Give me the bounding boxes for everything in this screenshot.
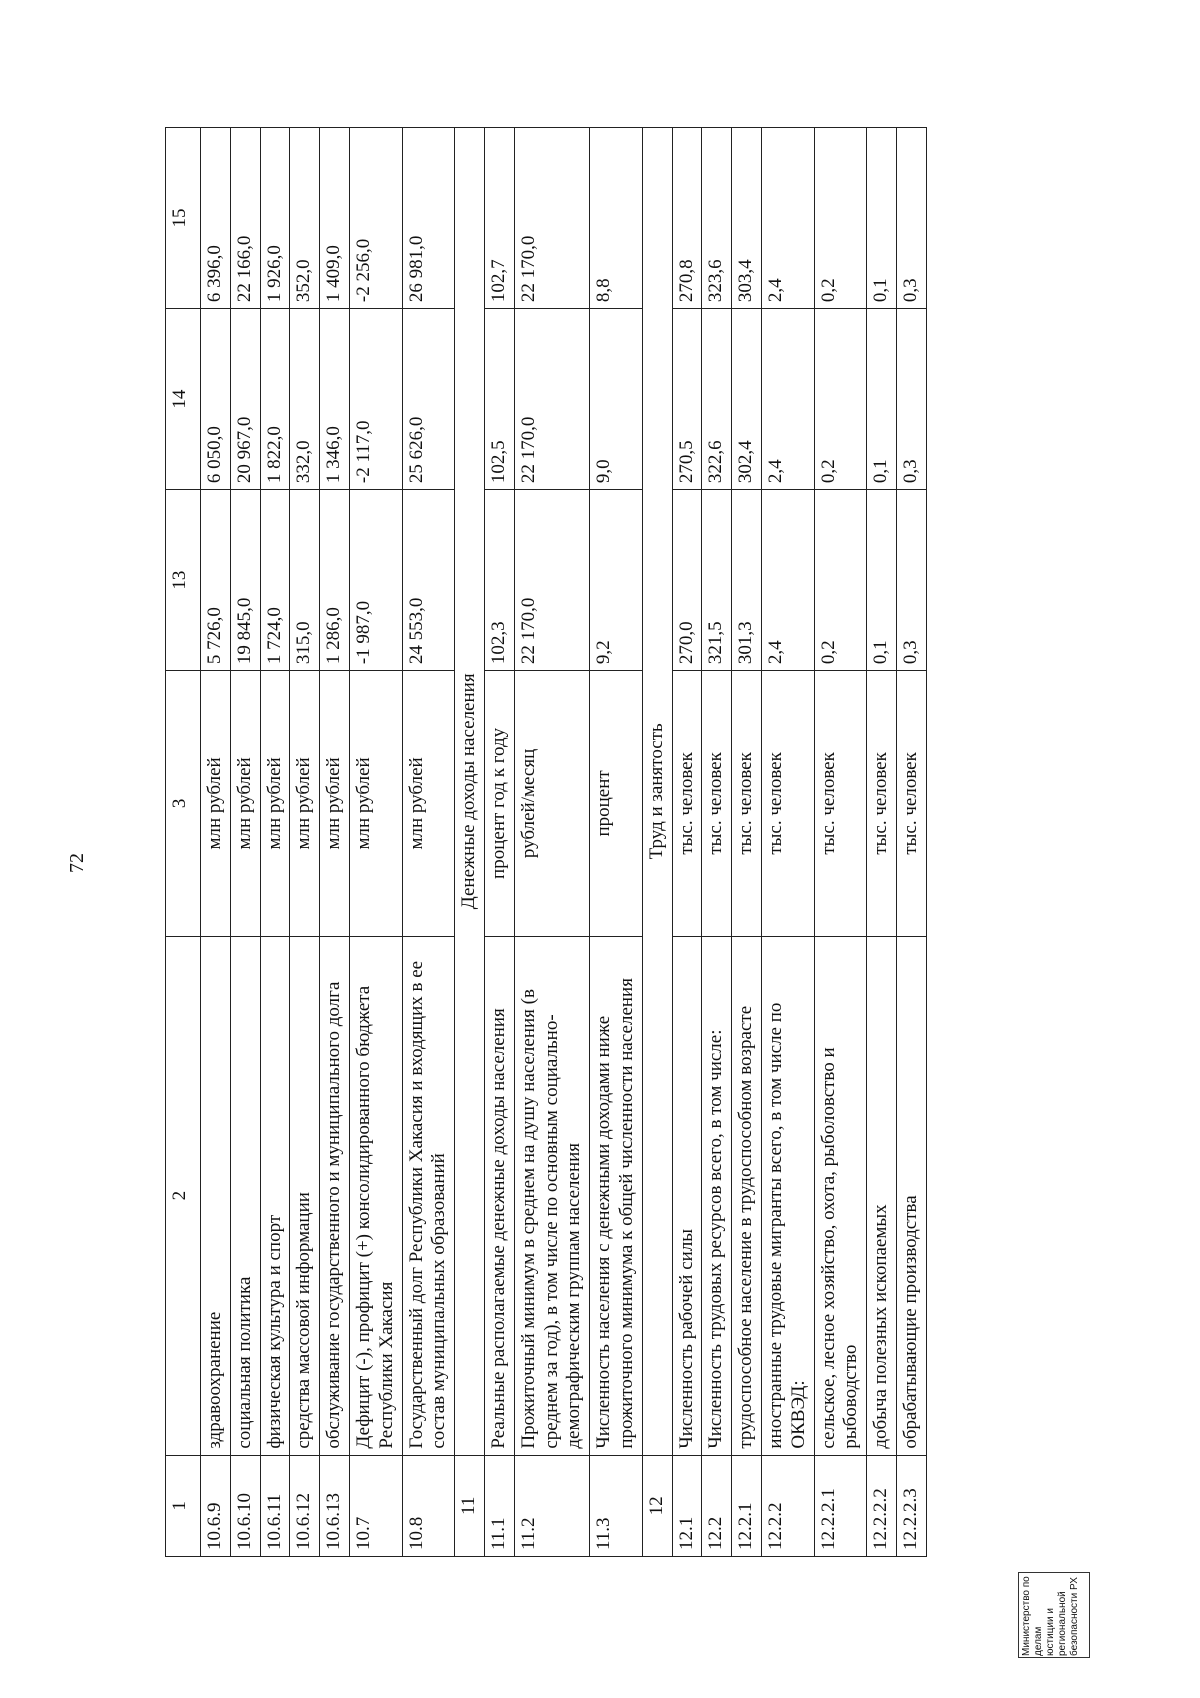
table-row [896, 128, 926, 1557]
value-14: -2 117,0 [349, 309, 402, 490]
indicator-name: Численность населения с денежными доходами ниже прожиточного минимума к общей численности населения [590, 936, 643, 1455]
value-13: 19 845,0 [230, 490, 260, 671]
unit: млн рублей [290, 671, 320, 937]
unit: млн рублей [201, 671, 231, 937]
value-13: 24 553,0 [402, 490, 455, 671]
table-row [590, 128, 643, 1557]
value-14: 270,5 [672, 309, 702, 490]
table-row [702, 128, 732, 1557]
value-15: 270,8 [672, 128, 702, 309]
unit: тыс. человек [896, 671, 926, 937]
row-code: 12.2.2.2 [867, 1455, 897, 1556]
value-14: 0,2 [814, 309, 867, 490]
value-13: 2,4 [761, 490, 814, 671]
column-header: 3 [166, 671, 201, 937]
section-title: Денежные доходы населения [455, 128, 485, 1456]
stamp-line: безопасности РХ [1069, 1577, 1080, 1656]
value-13: 9,2 [590, 490, 643, 671]
value-15: 8,8 [590, 128, 643, 309]
table-row [814, 128, 867, 1557]
value-14: 6 050,0 [201, 309, 231, 490]
stamp-line: Министерство по делам [1021, 1576, 1044, 1656]
indicator-name: сельское, лесное хозяйство, охота, рыболовство и рыбоводство [814, 936, 867, 1455]
row-code: 10.8 [402, 1455, 455, 1556]
value-13: -1 987,0 [349, 490, 402, 671]
unit: млн рублей [230, 671, 260, 937]
indicator-name: Численность трудовых ресурсов всего, в том числе: [702, 936, 732, 1455]
table-header-row [166, 128, 201, 1557]
value-15: 0,3 [896, 128, 926, 309]
value-15: -2 256,0 [349, 128, 402, 309]
row-code: 11.3 [590, 1455, 643, 1556]
row-code: 12.2.1 [732, 1455, 762, 1556]
row-code: 12.2 [702, 1455, 732, 1556]
value-15: 22 166,0 [230, 128, 260, 309]
value-15: 2,4 [761, 128, 814, 309]
value-14: 2,4 [761, 309, 814, 490]
row-code: 10.6.12 [290, 1455, 320, 1556]
indicator-name: иностранные трудовые мигранты всего, в том числе по ОКВЭД: [761, 936, 814, 1455]
unit: млн рублей [260, 671, 290, 937]
value-15: 1 926,0 [260, 128, 290, 309]
indicator-name: социальная политика [230, 936, 260, 1455]
section-row [642, 128, 672, 1557]
indicator-name: физическая культура и спорт [260, 936, 290, 1455]
table-row [349, 128, 402, 1557]
row-code: 10.6.9 [201, 1455, 231, 1556]
value-15: 0,2 [814, 128, 867, 309]
unit: процент год к году [484, 671, 514, 937]
section-title: Труд и занятость [642, 128, 672, 1456]
column-header: 13 [166, 490, 201, 671]
value-13: 102,3 [484, 490, 514, 671]
stamp-line: юстиции и региональной [1045, 1591, 1068, 1656]
value-13: 315,0 [290, 490, 320, 671]
value-15: 352,0 [290, 128, 320, 309]
table-row [484, 128, 514, 1557]
value-14: 332,0 [290, 309, 320, 490]
row-code: 12.1 [672, 1455, 702, 1556]
table-row [320, 128, 350, 1557]
value-14: 1 346,0 [320, 309, 350, 490]
value-13: 301,3 [732, 490, 762, 671]
indicators-table [165, 127, 927, 1557]
value-15: 1 409,0 [320, 128, 350, 309]
registration-stamp [1018, 1572, 1090, 1658]
indicator-name: Численность рабочей силы [672, 936, 702, 1455]
section-number: 11 [455, 1455, 485, 1556]
value-13: 0,2 [814, 490, 867, 671]
value-15: 303,4 [732, 128, 762, 309]
value-14: 20 967,0 [230, 309, 260, 490]
table-row [514, 128, 589, 1557]
unit: процент [590, 671, 643, 937]
indicator-name: Прожиточный минимум в среднем на душу населения (в среднем за год), в том числе по основным социально-демографическим группам населения [514, 936, 589, 1455]
value-14: 22 170,0 [514, 309, 589, 490]
value-14: 302,4 [732, 309, 762, 490]
table-row [260, 128, 290, 1557]
row-code: 10.7 [349, 1455, 402, 1556]
column-header: 1 [166, 1455, 201, 1556]
value-14: 1 822,0 [260, 309, 290, 490]
indicator-name: Реальные располагаемые денежные доходы населения [484, 936, 514, 1455]
table-row [402, 128, 455, 1557]
value-13: 1 724,0 [260, 490, 290, 671]
page-number: 72 [66, 853, 88, 873]
row-code: 12.2.2.3 [896, 1455, 926, 1556]
value-15: 22 170,0 [514, 128, 589, 309]
document-table-wrapper [165, 127, 1200, 1557]
indicator-name: Дефицит (-), профицит (+) консолидированного бюджета Республики Хакасия [349, 936, 402, 1455]
column-header: 2 [166, 936, 201, 1455]
unit: рублей/месяц [514, 671, 589, 937]
value-13: 0,3 [896, 490, 926, 671]
table-row [290, 128, 320, 1557]
value-13: 5 726,0 [201, 490, 231, 671]
value-15: 0,1 [867, 128, 897, 309]
column-header: 14 [166, 309, 201, 490]
table-row [230, 128, 260, 1557]
unit: тыс. человек [732, 671, 762, 937]
table-row [732, 128, 762, 1557]
table-row [867, 128, 897, 1557]
row-code: 10.6.13 [320, 1455, 350, 1556]
section-number: 12 [642, 1455, 672, 1556]
value-13: 1 286,0 [320, 490, 350, 671]
indicator-name: Государственный долг Республики Хакасия и входящих в ее состав муниципальных образований [402, 936, 455, 1455]
table-row [761, 128, 814, 1557]
indicator-name: обслуживание государственного и муниципального долга [320, 936, 350, 1455]
value-14: 102,5 [484, 309, 514, 490]
unit: млн рублей [349, 671, 402, 937]
row-code: 10.6.10 [230, 1455, 260, 1556]
value-15: 102,7 [484, 128, 514, 309]
unit: тыс. человек [761, 671, 814, 937]
unit: млн рублей [320, 671, 350, 937]
row-code: 11.1 [484, 1455, 514, 1556]
value-15: 323,6 [702, 128, 732, 309]
value-14: 9,0 [590, 309, 643, 490]
indicator-name: трудоспособное население в трудоспособном возрасте [732, 936, 762, 1455]
column-header: 15 [166, 128, 201, 309]
value-15: 6 396,0 [201, 128, 231, 309]
indicator-name: добыча полезных ископаемых [867, 936, 897, 1455]
unit: тыс. человек [672, 671, 702, 937]
table-row [672, 128, 702, 1557]
value-13: 0,1 [867, 490, 897, 671]
value-14: 25 626,0 [402, 309, 455, 490]
section-row [455, 128, 485, 1557]
unit: тыс. человек [702, 671, 732, 937]
unit: тыс. человек [814, 671, 867, 937]
value-13: 22 170,0 [514, 490, 589, 671]
value-13: 270,0 [672, 490, 702, 671]
row-code: 12.2.2 [761, 1455, 814, 1556]
indicator-name: средства массовой информации [290, 936, 320, 1455]
indicator-name: обрабатывающие производства [896, 936, 926, 1455]
value-15: 26 981,0 [402, 128, 455, 309]
value-13: 321,5 [702, 490, 732, 671]
row-code: 12.2.2.1 [814, 1455, 867, 1556]
unit: млн рублей [402, 671, 455, 937]
row-code: 11.2 [514, 1455, 589, 1556]
row-code: 10.6.11 [260, 1455, 290, 1556]
value-14: 322,6 [702, 309, 732, 490]
table-row [201, 128, 231, 1557]
value-14: 0,3 [896, 309, 926, 490]
indicator-name: здравоохранение [201, 936, 231, 1455]
unit: тыс. человек [867, 671, 897, 937]
value-14: 0,1 [867, 309, 897, 490]
